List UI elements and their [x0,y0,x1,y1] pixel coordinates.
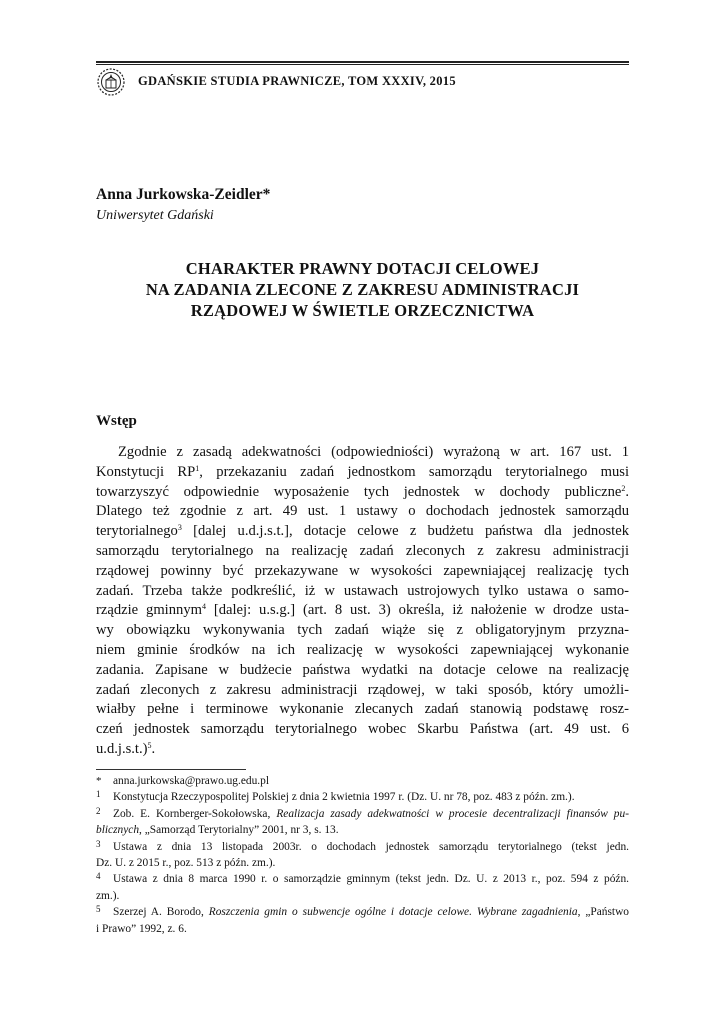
body-line [96,542,629,562]
body-line [96,601,629,621]
body-line [96,562,629,582]
body-text: rządowej powinny być przekazywane w wysokości zapewniającej realizację tych [96,562,629,579]
footnote-text: Konstytucja Rzeczypospolitej Polskiej z dnia 2 kwietnia 1997 r. (Dz. U. nr 78, poz. 483 z późn. zm.). [113,791,575,804]
footnote-star: * anna.jurkowska@prawo.ug.edu.pl [96,775,269,787]
university-seal-icon [96,67,126,97]
title-line: RZĄDOWEJ W ŚWIETLE ORZECZNICTWA [190,301,535,320]
footnotes [96,773,629,937]
body-text: , przekazaniu zadań jednostkom samorządu terytorialnego musi [199,463,630,480]
body-text: u.d.j.s.t.) [96,740,148,757]
header-rule-thin [96,64,629,65]
journal-title: GDAŃSKIE STUDIA PRAWNICZE, TOM XXXIV, 2015 [138,73,456,88]
body-line [96,661,629,681]
body-text: wiałby pełne i terminowe wykonanie zlecanych zadań stanowią podstawę rosz- [96,701,629,718]
body-paragraph [96,443,629,760]
body-line [96,641,629,661]
body-text: [dalej u.d.j.s.t.], dotacje celowe z budżetu państwa dla jednostek [181,523,629,540]
body-line [96,681,629,701]
body-text: Konstytucji RP [96,463,196,480]
footnote-text: zm.). [96,889,120,902]
footnote-text: Ustawa z dnia 8 marca 1990 r. o samorządzie gminnym (tekst jedn. Dz. U. z 2013 r., poz. 594 z późn. [113,873,629,886]
footnote-text: Dz. U. z 2015 r., poz. 513 z późn. zm.). [96,857,276,870]
body-text: Dlatego też zgodnie z art. 49 ust. 1 ustawy o dochodach jednostek samorządu [96,503,629,520]
body-line [96,522,629,542]
footnote-text: i Prawo” 1992, z. 6. [96,922,187,935]
footnote-text: Ustawa z dnia 13 listopada 2003r. o dochodach jednostek samorządu terytorialnego (tekst jedn. [113,840,629,853]
footnote-text: anna.jurkowska@prawo.ug.edu.pl [113,775,269,787]
body-line [96,621,629,641]
footnote-text: Zob. E. Kornberger-Sokołowska, [113,807,277,820]
footnote-text-italic: blicznych [96,824,140,837]
footnote-ref: 2 [621,483,626,493]
footnote-text: Szerzej A. Borodo, [113,906,209,919]
article-title [96,258,629,321]
header-rule [96,61,629,63]
body-text: . [625,483,629,500]
author-name: Anna Jurkowska-Zeidler* [96,186,271,203]
body-line [96,463,629,483]
footnote-text: , „Państwo [577,906,629,919]
body-line [96,582,629,602]
body-text: [dalej: u.s.g.] (art. 8 ust. 3) określa, iż nałożenie w drodze usta- [205,602,629,619]
footnote-2: 2 Zob. E. Kornberger-Sokołowska, Realizacja zasady adekwatności w procesie decentralizacji finansów pu- blicznych, „Samorząd Terytorialny” 2001, nr 3, s. 13. [96,805,629,837]
body-text: . [151,740,156,757]
body-text: zadań zleconych z zakresu administracji rządowej, w taki sposób, który umożli- [96,681,629,698]
footnote-text-italic: Roszczenia gmin o subwencje ogólne i dotacje celowe. Wybrane zagadnienia [208,906,578,919]
body-line [96,720,629,740]
title-line: CHARAKTER PRAWNY DOTACJI CELOWEJ [185,259,540,278]
running-header [96,68,629,94]
body-line [96,502,629,522]
body-text: niem gminie środków na ich realizację w wysokości zapewniającej wykonanie [96,641,629,658]
body-line [96,700,629,720]
body-line [96,483,629,503]
footnote-1: 1 Konstytucja Rzeczypospolitej Polskiej z dnia 2 kwietnia 1997 r. (Dz. U. nr 78, poz. 483 z późn. zm.). [96,789,575,804]
body-text: zadania. Zapisane w budżecie państwa wydatki na dotacje celowe na realizację [96,661,629,678]
body-line [96,443,629,463]
body-line [96,740,629,760]
body-text: Zgodnie z zasadą adekwatności (odpowiedniości) wyrażoną w art. 167 ust. 1 [118,444,629,460]
footnote-ref: 4 [201,602,206,612]
body-text: czeń jednostek samorządu terytorialnego wobec Skarbu Państwa (art. 49 ust. 6 [96,721,629,738]
footnote-4: 4 Ustawa z dnia 8 marca 1990 r. o samorządzie gminnym (tekst jedn. Dz. U. z 2013 r., poz. 594 z późn. zm.). [96,871,629,904]
footnote-ref: 3 [177,523,182,533]
body-text: zadań. Trzeba także podkreślić, iż w ustawach ustrojowych tylko ustawa o samo- [96,582,629,599]
footnote-5: 5 Szerzej A. Borodo, Roszczenia gmin o subwencje ogólne i dotacje celowe. Wybrane zagadnienia, „Państwo i Prawo” 1992, z. 6. [96,904,629,937]
body-text: towarzyszyć odpowiednie wyposażenie tych jednostek w dochody publiczne [96,483,622,500]
body-text: rządzie gminnym [96,602,202,619]
author-affiliation: Uniwersytet Gdański [96,208,214,223]
footnote-rule [96,769,246,770]
footnote-ref: 1 [195,463,200,473]
body-text: terytorialnego [96,523,178,540]
footnote-3: 3 Ustawa z dnia 13 listopada 2003r. o dochodach jednostek samorządu terytorialnego (tekst jedn. Dz. U. z 2015 r., poz. 513 z późn. zm.). [96,839,629,872]
body-text: wy obowiązku wykonywania tych zadań wiąże się z obligatoryjnym przyzna- [96,622,629,639]
title-line: NA ZADANIA ZLECONE Z ZAKRESU ADMINISTRACJI [145,280,580,299]
section-heading: Wstęp [96,413,137,429]
footnote-text: , „Samorząd Terytorialny” 2001, nr 3, s. 13. [139,824,339,837]
footnote-text-italic: Realizacja zasady adekwatności w procesie decentralizacji finansów pu- [276,807,629,820]
footnote-ref: 5 [147,740,152,750]
body-text: samorządu terytorialnego na realizację zadań zleconych z zakresu administracji [96,542,629,559]
